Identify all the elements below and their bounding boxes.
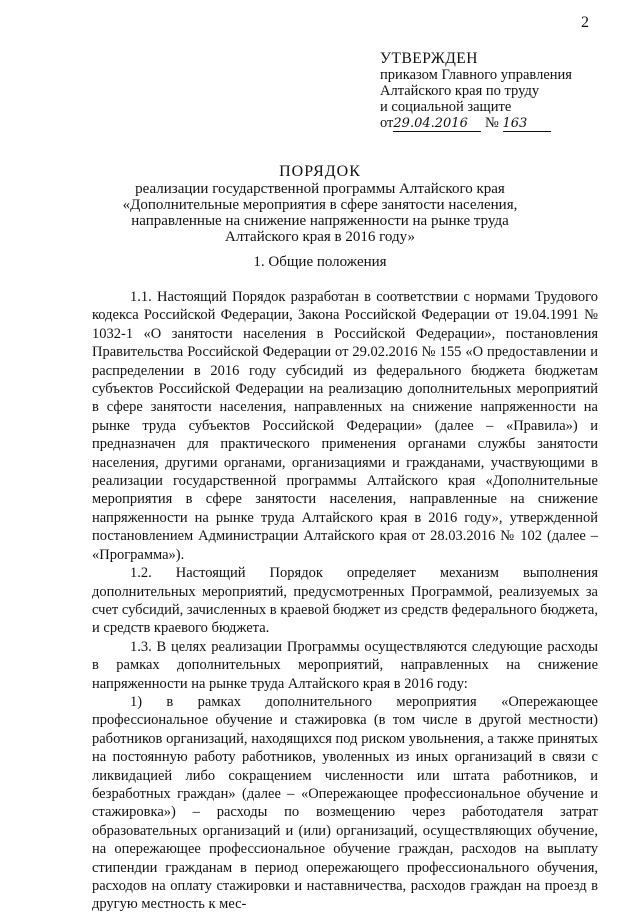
approval-line: и социальной защите	[380, 99, 512, 115]
number-prefix: №	[485, 115, 499, 131]
approval-heading: УТВЕРЖДЕН	[380, 50, 478, 67]
title-main: ПОРЯДОК	[279, 163, 361, 180]
document-title	[0, 163, 640, 245]
title-subtitle-line: «Дополнительные мероприятия в сфере занятости населения,	[122, 197, 518, 213]
approval-block	[380, 51, 572, 132]
handwritten-date: 29.04.2016	[393, 116, 468, 131]
title-subtitle-line: Алтайского края в 2016 году»	[225, 229, 415, 245]
section-heading: 1. Общие положения	[253, 254, 387, 270]
title-subtitle-line: направленные на снижение напряженности на рынке труда	[131, 213, 509, 229]
number-field	[503, 116, 551, 132]
approval-line: Алтайского края по труду	[380, 83, 540, 99]
approval-date-line	[380, 115, 572, 132]
handwritten-number: 163	[502, 116, 528, 131]
paragraph: 1.3. В целях реализации Программы осуществляются следующие расходы в рамках дополнительных мероприятий, направленных на снижение напряженности на рынке труда Алтайского края в 2016 году:	[92, 638, 598, 692]
page-number: 2	[581, 14, 589, 31]
title-subtitle-line: реализации государственной программы Алтайского края	[135, 181, 505, 197]
paragraph: 1.2. Настоящий Порядок определяет механизм выполнения дополнительных мероприятий, предусмотренных Программой, реализуемых за счет субсидий, зачисленных в краевой бюджет из средств федерального бюджета, и средств краевого бюджета.	[92, 565, 598, 637]
date-prefix: от	[380, 115, 394, 131]
paragraph: 1.1. Настоящий Порядок разработан в соответствии с нормами Трудового кодекса Российской Федерации, Закона Российской Федерации от 19.04.1991 № 1032-1 «О занятости населения в Российской Федерации», постановления Правительства Российской Федерации от 29.02.2016 № 155 «О предоставлении и распределении в 2016 году субсидий из федерального бюджета бюджетам субъектов Российской Федерации на реализацию дополнительных мероприятий в сфере занятости населения, направленных на снижение напряженности на рынке труда субъектов Российской Федерации» (далее – «Правила») и предназначен для практического применения органами службы занятости населения, другими органами, организациями и гражданами, участвующими в реализации государственной программы Алтайского края «Дополнительные мероприятия в сфере занятости населения, направленные на снижение напряженности на рынке труда Алтайского края в 2016 году», утвержденной постановлением Администрации Алтайского края от 28.03.2016 № 102 (далее – «Программа»).	[92, 289, 598, 563]
paragraph: 1) в рамках дополнительного мероприятия «Опережающее профессиональное обучение и стажировка (в том числе в другой местности) работников организаций, находящихся под риском увольнения, а также принятых на постоянную работу работников, уволенных из иных организаций в связи с ликвидацией либо сокращением численности или штата работников, и безработных граждан» (далее – «Опережающее профессиональное обучение и стажировка») – расходы по возмещению через работодателя затрат образовательных организаций и (или) организаций, осуществляющих обучение, на опережающее профессиональное обучение граждан, расходов на выплату стипендии гражданам в период опережающего профессионального обучения, расходов на оплату стажировки и наставничества, расходов граждан на проезд в другую местность к мес-	[92, 693, 598, 913]
approval-line: приказом Главного управления	[380, 67, 572, 83]
date-field	[393, 116, 481, 132]
document-body	[92, 288, 598, 914]
